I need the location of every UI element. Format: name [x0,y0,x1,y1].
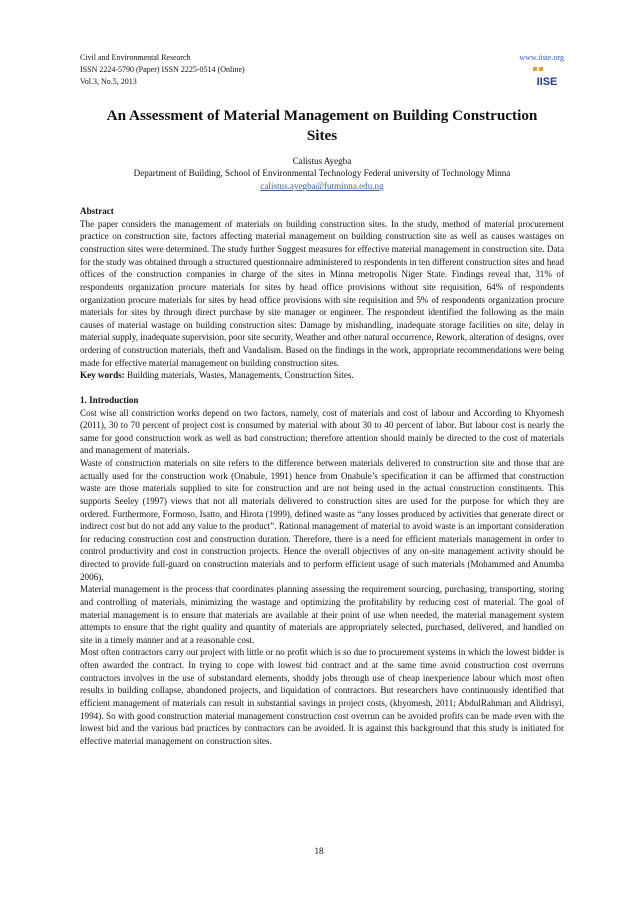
author-name: Calistus Ayegba [292,155,352,166]
issn-line: ISSN 2224-5790 (Paper) ISSN 2225-0514 (Online) [80,65,245,74]
introduction-heading: 1. Introduction [80,394,139,405]
journal-name: Civil and Environmental Research [80,53,191,62]
website-link[interactable]: www.iiste.org [519,53,564,62]
abstract-text: The paper considers the management of materials on building construction sites. In the study, method of material procurement practice on construction site, factors affecting material management on building construction site as well as causes wastages on construction sites were determined. The study further Suggest measures for effective material management in construction site. Data for the study was obtained through a structured questionnaire administered to respondents in ten different construction sites and head offices of the construction companies in charge of the sites in Minna metropolis Niger State. Findings reveal that, 31% of respondents organization procure materials for sites by head office provisions without site requisition, 64% of respondents organization procure materials for sites by head office provisions with site requisition and 5% of respondents organization procure materials for sites by through direct purchase by site manager or engineer. The respondent identified the following as the main causes of material wastage on building construction sites: Damage by mishandling, inadequate storage facilities on site, delay in material supply, inadequate supervision, poor site security, Weather and other natural occurrence, Rework, alteration of designs, over ordering of construction materials, theft and Vandalism. Based on the findings in the work, appropriate recommendations were being made for effective material management on building construction sites. [80,218,564,368]
paper-title: An Assessment of Material Management on Building Construction Sites [106,107,538,144]
intro-paragraph: Most often contractors carry out project with little or no profit which is so due to procurement systems in which the lowest bidder is often awarded the contract. In trying to cope with lowest bid contract and at the same time avoid construction cost overruns contractors involves in the use of substandard elements, shoddy jobs through use of cheap inexperience labour which most often results in building collapse, abandoned projects, and liquidation of contractors. But researchers have continuously identified that efficient management of materials can result in substantial savings in project costs, (khyomesh, 2011; AbdulRahman and Alidrisyi, 1994). So with good construction material management construction cost overrun can be avoided profits can be made even with the lowest bid and the various bad practices by contractors can be avoided. It is against this background that this study is initiated for effective material management on construction sites. [80,647,564,746]
intro-paragraph: Waste of construction materials on site refers to the difference between materials delivered to construction site and those that are actually used for the construction work (Onabule, 1991) hence from Onabule’s specification it can be affirmed that construction waste are those materials supplied to site for construction and are not being used in the actual construction constituents. This supports Seeley (1997) views that not all materials delivered to construction sites are used for the purpose for which they are ordered. Furthermore, Formoso, Isatto, and Hirota (1999), defined waste as “any losses produced by activities that generate direct or indirect cost but do not add any value to the product”. Rational management of material to avoid waste is an important consideration for reducing construction cost and construction duration. Therefore, there is a need for efficient materials management in order to control productivity and cost in construction projects. Hence the overall objectives of any on-site management activity should be directed to provide full-guard on construction materials and to perform efficient usage of such materials (Mohammed and Anumba 2006). [80,458,564,582]
author-block [80,155,564,194]
page-number: 18 [314,846,324,856]
iiste-logo-icon [532,67,562,89]
keywords-text: Building materials, Wastes, Managements, Construction Sites. [127,370,354,381]
keywords-label: Key words: [80,370,125,381]
abstract-heading: Abstract [80,206,114,217]
page-header [80,52,564,106]
intro-paragraph: Cost wise all constriction works depend on two factors, namely, cost of materials and cost of labour and According to Khyomesh (2011), 30 to 70 percent of project cost is consumed by material with about 30 to 40 percent of labor. But labour cost is nearly the same for good construction work as well as bad construction; therefore attention should mainly be directed to the cost of materials and management of materials. [80,407,564,456]
volume-line: Vol.3, No.5, 2013 [80,77,137,86]
author-email-link[interactable]: calistus.ayegba@futminna.edu.ng [260,181,384,192]
keywords-line [80,369,564,382]
logo-text: IISE [536,76,558,88]
intro-paragraph: Material management is the process that coordinates planning assessing the requirement sourcing, purchasing, transporting, storing and controlling of materials, minimizing the wastage and optimizing the profitability by reducing cost of material. The goal of material management is to ensure that materials are available at their point of use when needed, the material management system attempts to ensure that the right quality and quantity of materials are appropriately selected, purchased, delivered, and handled on site in a timely manner and at a reasonable cost. [80,584,564,645]
author-affiliation: Department of Building, School of Environmental Technology Federal university of Technology Minna [133,168,511,179]
